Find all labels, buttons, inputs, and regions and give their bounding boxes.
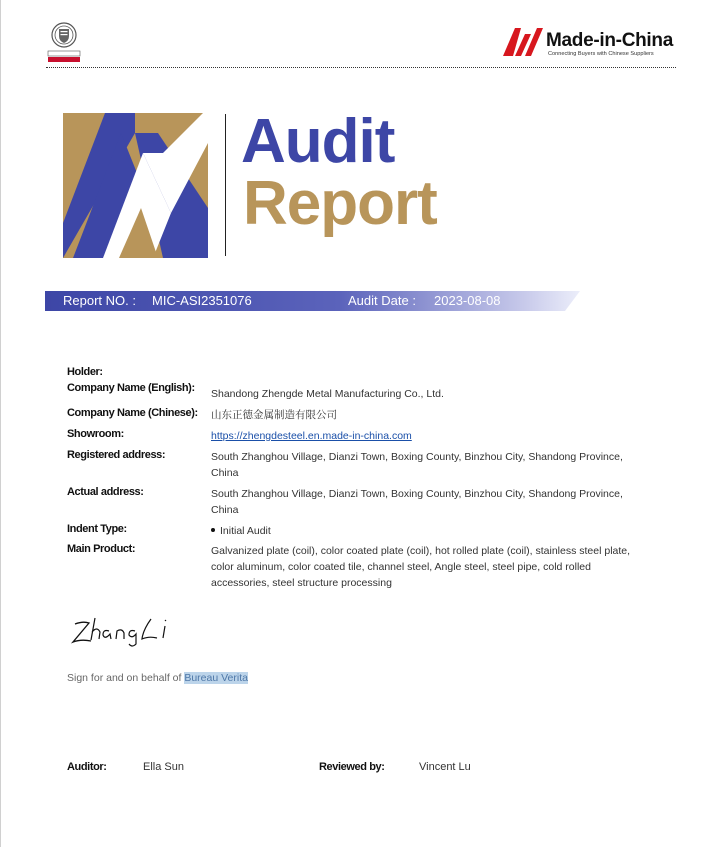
bullet-icon [211,528,215,532]
auditor-label: Auditor: [67,761,107,773]
actual-address-label: Actual address: [67,486,144,498]
indent-type-text: Initial Audit [220,525,271,537]
sign-prefix: Sign for and on behalf of [67,672,185,684]
sign-on-behalf [67,672,248,684]
audit-date-value: 2023-08-08 [434,293,501,308]
showroom-link[interactable]: https://zhengdesteel.en.made-in-china.com [211,430,412,442]
auditor-name: Ella Sun [143,761,184,773]
report-no-label: Report NO. : [63,293,136,308]
bureau-veritas-logo [46,18,82,64]
audit-report-logo [63,113,208,258]
sign-organization: Bureau Verita [184,672,248,684]
company-en-value: Shandong Zhengde Metal Manufacturing Co., Ltd. [211,388,444,400]
audit-date-label: Audit Date : [348,293,416,308]
title-report: Report [243,169,437,238]
made-in-china-title: Made-in-China [546,30,673,51]
logo-divider [225,114,226,256]
report-no-value: MIC-ASI2351076 [152,293,252,308]
indent-type-label: Indent Type: [67,523,127,535]
header-divider [46,67,676,68]
signature-image [69,612,184,648]
main-product-value: Galvanized plate (coil), color coated plate (coil), hot rolled plate (coil), stainless steel plate, color aluminum, color coated tile, channel steel, Angle steel, steel pipe, cold rolled accessories, steel structure processing [211,545,631,589]
reviewer-name: Vincent Lu [419,761,471,773]
indent-type-value [211,523,641,539]
company-en-label: Company Name (English): [67,382,195,394]
made-in-china-logo-icon [501,24,545,58]
company-cn-label: Company Name (Chinese): [67,407,198,419]
registered-address-value: South Zhanghou Village, Dianzi Town, Boxing County, Binzhou City, Shandong Province, China [211,451,623,479]
company-cn-value: 山东正德金属制造有限公司 [211,409,337,421]
showroom-label: Showroom: [67,428,124,440]
main-product-label: Main Product: [67,543,136,555]
actual-address-value: South Zhanghou Village, Dianzi Town, Boxing County, Binzhou City, Shandong Province, China [211,488,623,516]
reviewed-by-label: Reviewed by: [319,761,385,773]
title-audit: Audit [241,107,395,176]
holder-label: Holder: [67,366,103,378]
made-in-china-subtitle: Connecting Buyers with Chinese Suppliers [548,51,654,57]
registered-address-label: Registered address: [67,449,166,461]
